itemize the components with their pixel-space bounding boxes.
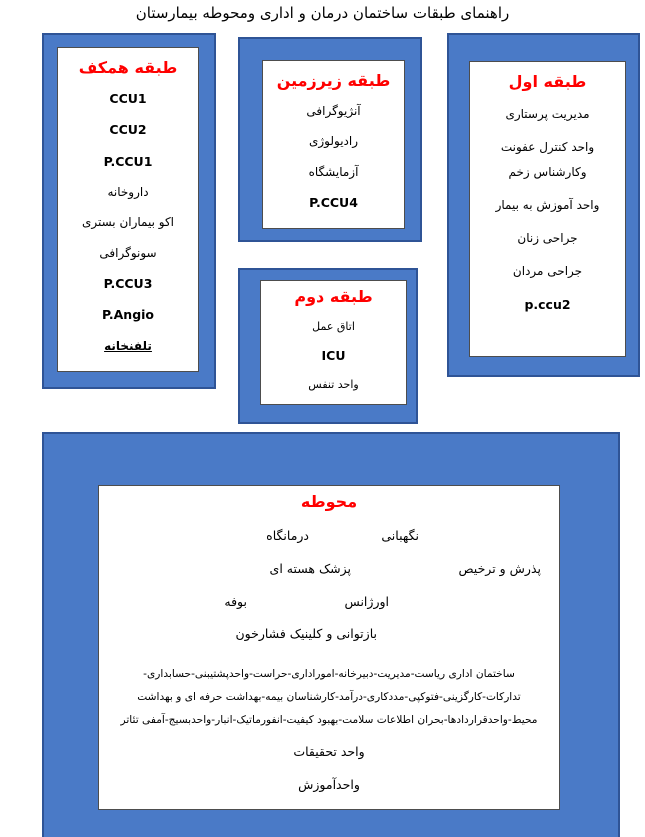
basement-floor-header: طبقه زیرزمین (276, 71, 391, 90)
second-floor-items (261, 306, 406, 404)
floor-item: واحد تنفس (308, 377, 359, 391)
campus-admin-paragraph-line-2: تدارکات-کارگزینی-فتوکپی-مددکاری-درآمد-کارشناسان بیمه-بهداشت حرفه ای و بهداشت (137, 691, 521, 703)
floor-item: آنژیوگرافی (306, 104, 361, 119)
basement-floor-box (238, 37, 422, 242)
second-floor-box (238, 268, 418, 424)
floor-item: P.CCU3 (103, 276, 153, 292)
floor-item: واحد آموزش به بیمار (495, 197, 600, 212)
ground-floor-header: طبقه همکف (78, 58, 178, 77)
first-floor-panel (469, 61, 626, 357)
campus-item-nuclear-physician: پزشک هسته ای (269, 561, 351, 576)
floor-item: مدیریت پرستاری (505, 106, 590, 121)
second-floor-header: طبقه دوم (294, 287, 373, 306)
campus-item-clinic: درمانگاه (266, 528, 309, 543)
floor-item: ICU (321, 347, 346, 363)
floor-item: اتاق عمل (312, 319, 355, 333)
campus-item-education-unit: واحدآموزش (298, 777, 360, 792)
campus-box (42, 432, 620, 837)
floor-item: جراحی زنان (517, 231, 578, 246)
campus-admin-paragraph-line-3: محیط-واحدقراردادها-بحران اطلاعات سلامت-بهبود کیفیت-انفورماتیک-انبار-واحدبسیج-آمفی تئاتر (120, 714, 538, 726)
campus-admin-paragraph-line-1: ساختمان اداری ریاست-مدیریت-دبیرخانه-اموراداری-حراست-واحدپشتیبنی-حسابداری- (143, 668, 515, 680)
floor-item: جراحی مردان (512, 264, 583, 279)
floor-item: CCU2 (109, 122, 147, 138)
floor-item: تلفنخانه (104, 338, 152, 353)
second-floor-panel (260, 280, 407, 405)
ground-floor-items (58, 77, 198, 371)
floor-item: رادیولوژی (308, 134, 359, 149)
floor-item: P.Angio (102, 307, 155, 323)
floor-item: آزمایشگاه (308, 164, 359, 179)
basement-floor-items (263, 90, 404, 228)
campus-item-rehab-bp-clinic: بازتوانی و کلینیک فشارخون (235, 626, 377, 641)
campus-item-security: نگهبانی (381, 528, 419, 543)
first-floor-box (447, 33, 640, 377)
ground-floor-panel (57, 47, 199, 372)
first-floor-items (470, 91, 625, 356)
floor-item: وکارشناس زخم (508, 164, 587, 179)
campus-item-buffet: بوفه (224, 594, 247, 609)
campus-item-admission-discharge: پذرش و ترخیص (458, 561, 541, 576)
floor-item: اکو بیماران بستری (81, 215, 175, 230)
floor-item: سونوگرافی (99, 245, 157, 260)
basement-floor-panel (262, 60, 405, 229)
floor-item: داروخانه (107, 185, 149, 200)
campus-header: محوطه (300, 492, 358, 511)
floor-item: P.CCU4 (309, 194, 358, 210)
ground-floor-box (42, 33, 216, 389)
campus-item-research-unit: واحد تحقیقات (293, 744, 365, 759)
first-floor-header: طبقه اول (508, 72, 587, 91)
floor-item: واحد کنترل عفونت (500, 139, 595, 154)
floor-item: P.CCU1 (103, 153, 153, 169)
campus-panel (98, 485, 560, 810)
page-title: راهنمای طبقات ساختمان درمان و اداری ومحوطه بیمارستان (135, 4, 510, 22)
campus-item-emergency: اورژانس (344, 594, 389, 609)
floor-item: CCU1 (109, 91, 147, 107)
floor-item: p.ccu2 (524, 297, 571, 313)
